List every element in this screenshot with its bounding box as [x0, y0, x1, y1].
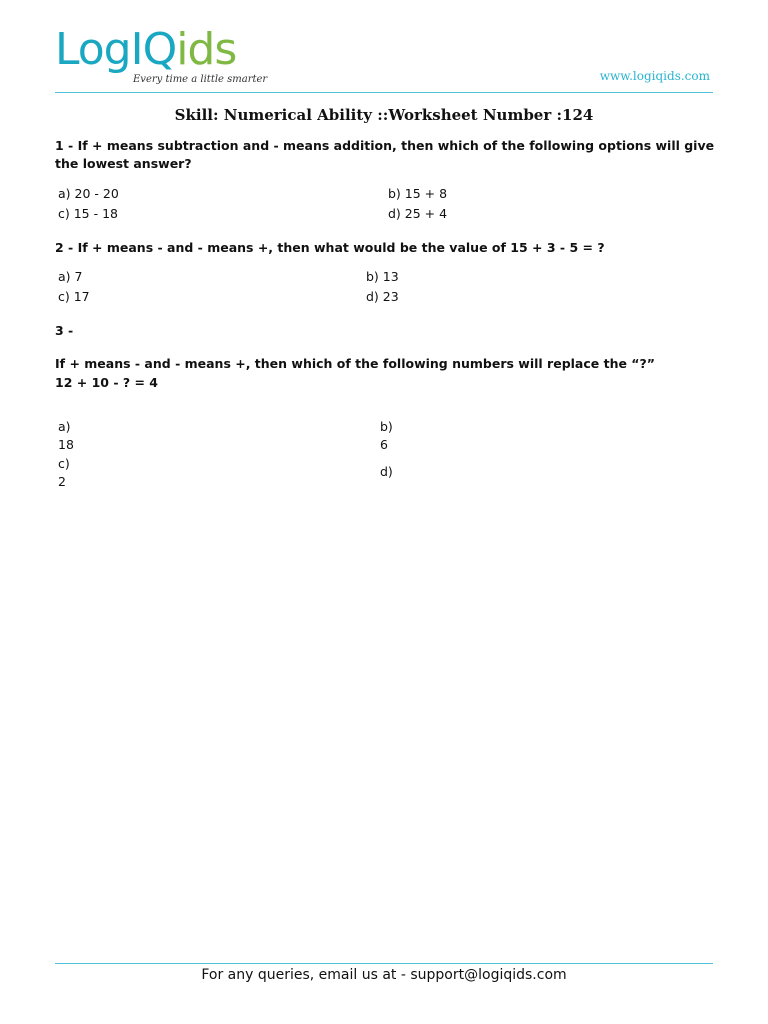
option-value: 6	[380, 437, 388, 452]
option-label: c)	[58, 456, 70, 471]
logo-wordmark	[55, 26, 236, 74]
question-3-option-d	[380, 463, 393, 481]
logiqids-logo	[55, 26, 315, 90]
question-2-text: 2 - If + means - and - means +, then what would be the value of 15 + 3 - 5 = ?	[55, 240, 605, 255]
footer-divider	[55, 963, 713, 964]
question-3-option-b	[380, 418, 393, 454]
option-value: 18	[58, 437, 74, 452]
question-3-text: If + means - and - means +, then which of the following numbers will replace the “?”	[55, 356, 655, 371]
question-2-option-b: b) 13	[366, 269, 399, 284]
option-label: b)	[380, 419, 393, 434]
question-1-option-c: c) 15 - 18	[58, 206, 118, 221]
option-label: a)	[58, 419, 71, 434]
logo-text-part2: ids	[176, 24, 237, 75]
option-label: d)	[380, 464, 393, 479]
question-2-option-c: c) 17	[58, 289, 90, 304]
question-3-option-c	[58, 455, 70, 491]
question-1-text: 1 - If + means subtraction and - means addition, then which of the following options will give the lowest answer?	[55, 138, 715, 171]
question-3-option-a	[58, 418, 74, 454]
website-link[interactable]: www.logiqids.com	[599, 69, 710, 83]
question-1-option-a: a) 20 - 20	[58, 186, 119, 201]
header-divider	[55, 92, 713, 93]
option-value: 2	[58, 474, 66, 489]
worksheet-title: Skill: Numerical Ability ::Worksheet Number :124	[174, 106, 594, 124]
question-1-option-b: b) 15 + 8	[388, 186, 448, 201]
footer-contact: For any queries, email us at - support@logiqids.com	[201, 967, 567, 983]
question-3-number: 3 -	[55, 323, 74, 338]
logo-tagline: Every time a little smarter	[133, 74, 268, 85]
logo-text-part1: LogIQ	[55, 24, 177, 75]
question-2-option-d: d) 23	[366, 289, 399, 304]
question-3-equation: 12 + 10 - ? = 4	[55, 375, 158, 390]
question-2-option-a: a) 7	[58, 269, 83, 284]
question-1-option-d: d) 25 + 4	[388, 206, 448, 221]
